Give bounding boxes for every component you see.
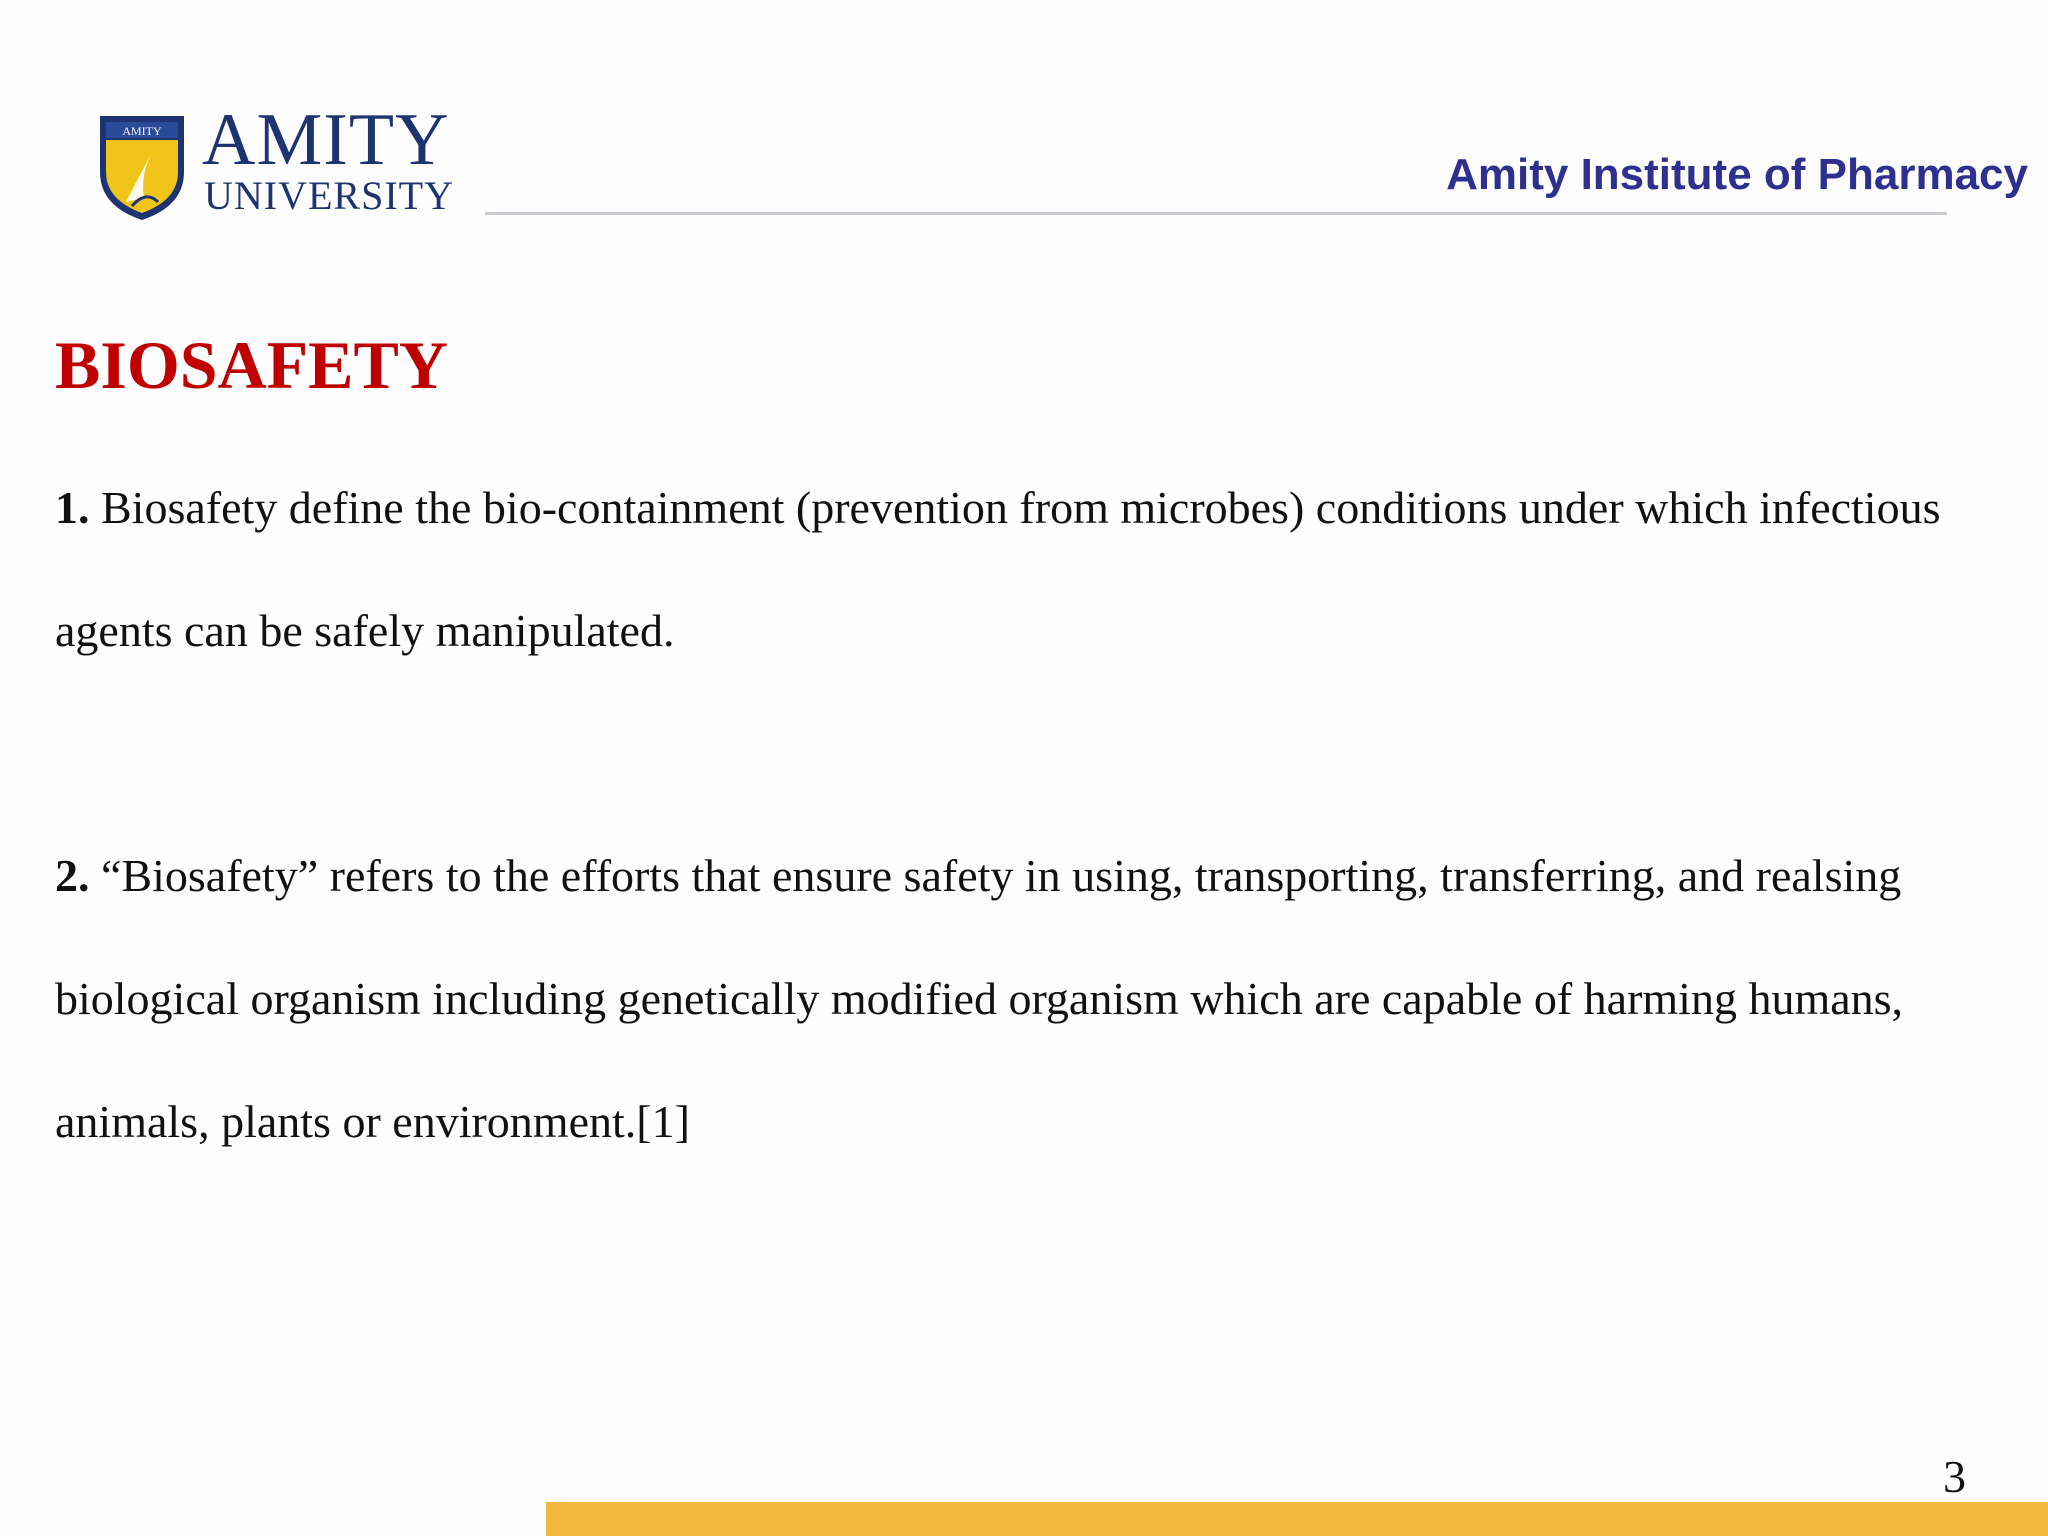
point-1-text: Biosafety define the bio-containment (prevention from microbes) conditions under which infectious agents can be safely manipulated.	[55, 482, 1941, 656]
amity-university-logo	[96, 99, 456, 226]
logo-word-amity: AMITY	[202, 99, 450, 181]
slide-title: BIOSAFETY	[55, 327, 448, 403]
institute-name: Amity Institute of Pharmacy	[1446, 150, 2028, 199]
point-1-number: 1.	[55, 482, 90, 533]
header-divider	[485, 212, 1947, 215]
svg-text:AMITY: AMITY	[122, 124, 162, 138]
point-2	[55, 814, 1975, 1183]
point-2-text: “Biosafety” refers to the efforts that ensure safety in using, transporting, transferring, and realsing biological organism including genetically modified organism which are capable of harming humans, animals, plants or environment.[1]	[55, 850, 1904, 1147]
logo-word-university: UNIVERSITY	[204, 173, 454, 218]
point-1	[55, 446, 1975, 692]
page-number: 3	[1943, 1451, 1966, 1502]
amity-shield-icon	[96, 110, 188, 222]
footer-bar	[546, 1502, 2048, 1536]
point-2-number: 2.	[55, 850, 90, 901]
